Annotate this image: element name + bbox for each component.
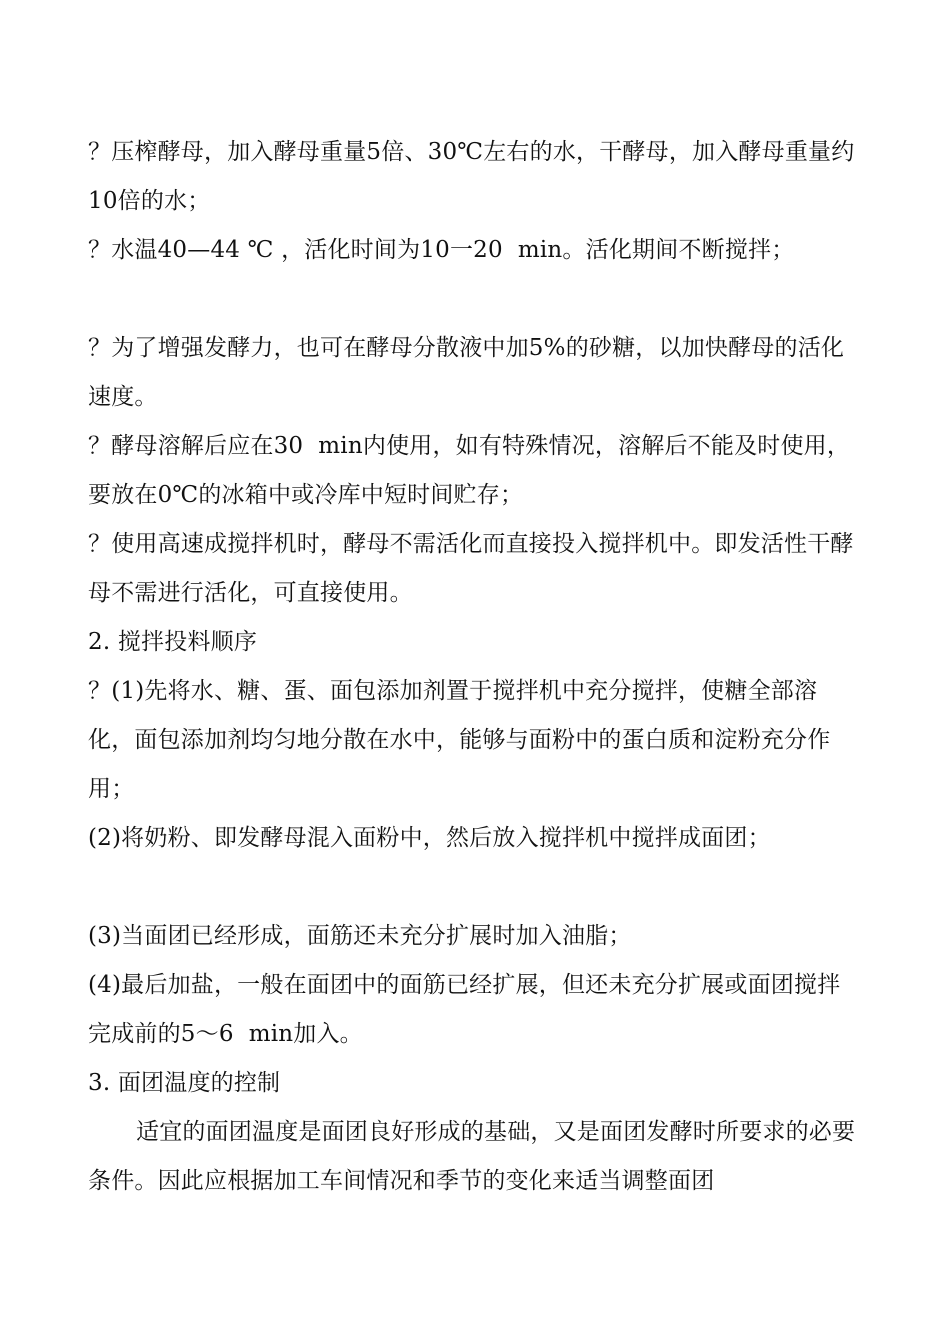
paragraph-step-3: (3)当面团已经形成，面筋还未充分扩展时加入油脂； xyxy=(88,923,632,949)
blank-line xyxy=(88,275,858,324)
paragraph-step-1: ？(1)先将水、糖、蛋、面包添加剂置于搅拌机中充分搅拌，使糖全部溶化，面包添加剂均匀地分散在水中，能够与面粉中的蛋白质和淀粉充分作用； xyxy=(88,678,831,802)
document-body xyxy=(88,128,858,1206)
paragraph-water-temperature: ？水温40—44 ℃ ，活化时间为10一20 min。活化期间不断搅拌； xyxy=(88,237,795,263)
paragraph-sugar: ？为了增强发酵力，也可在酵母分散液中加5%的砂糖，以加快酵母的活化速度。 xyxy=(88,335,845,410)
paragraph-storage: ？酵母溶解后应在30 min内使用，如有特殊情况，溶解后不能及时使用，要放在0℃的冰箱中或冷库中短时间贮存； xyxy=(88,433,851,508)
section-heading-dough-temperature: 3. 面团温度的控制 xyxy=(88,1070,281,1096)
blank-line xyxy=(88,863,858,912)
paragraph-step-2: (2)将奶粉、即发酵母混入面粉中，然后放入搅拌机中搅拌成面团； xyxy=(88,825,771,851)
paragraph-dough-temperature: 适宜的面团温度是面团良好形成的基础，又是面团发酵时所要求的必要条件。因此应根据加工车间情况和季节的变化来适当调整面团 xyxy=(88,1119,856,1194)
paragraph-yeast-water: ？压榨酵母，加入酵母重量5倍、30℃左右的水，干酵母，加入酵母重量约10倍的水； xyxy=(88,139,855,214)
paragraph-step-4: (4)最后加盐，一般在面团中的面筋已经扩展，但还未充分扩展或面团搅拌完成前的5～6 min加入。 xyxy=(88,972,841,1047)
paragraph-high-speed-mixer: ？使用高速成搅拌机时，酵母不需活化而直接投入搅拌机中。即发活性干酵母不需进行活化，可直接使用。 xyxy=(88,531,854,606)
section-heading-mixing-order: 2. 搅拌投料顺序 xyxy=(88,629,258,655)
